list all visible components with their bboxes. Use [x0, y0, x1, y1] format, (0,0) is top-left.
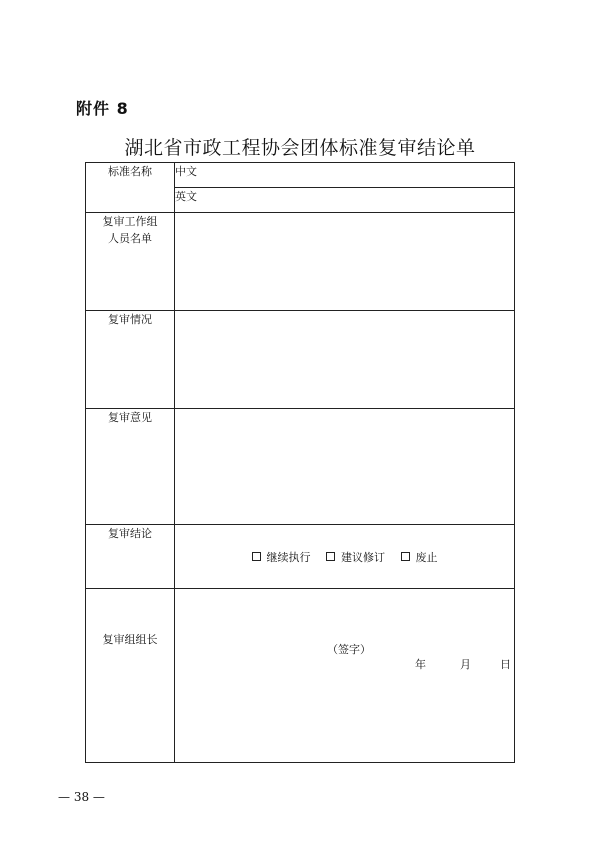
leader-label: 复审组组长: [86, 589, 175, 763]
date-year: 年: [415, 658, 426, 671]
members-label: [86, 213, 175, 311]
option-revise-label: 建议修订: [341, 550, 385, 564]
signature-hint: （签字）: [327, 643, 371, 656]
opinion-label: 复审意见: [86, 409, 175, 525]
date-day: 日: [500, 658, 511, 671]
page-number: — 38 —: [58, 790, 105, 804]
english-name-field[interactable]: [175, 188, 515, 213]
chinese-label: 中文: [175, 165, 197, 178]
page-title: 湖北省市政工程协会团体标准复审结论单: [124, 137, 476, 159]
review-conclusion-form: [85, 162, 515, 763]
opinion-field[interactable]: [175, 409, 515, 525]
option-continue[interactable]: [252, 549, 311, 565]
conclusion-options: [175, 525, 515, 589]
members-label-line2: 人员名单: [108, 232, 152, 245]
option-abolish-label: 废止: [415, 550, 438, 564]
date-line: [415, 656, 511, 672]
situation-field[interactable]: [175, 311, 515, 409]
members-field[interactable]: [175, 213, 515, 311]
attachment-label: 附件 8: [76, 99, 129, 118]
checkbox-icon[interactable]: [401, 552, 410, 561]
conclusion-label: 复审结论: [86, 525, 175, 589]
chinese-name-field[interactable]: [175, 163, 515, 188]
leader-field[interactable]: [175, 589, 515, 763]
date-month: 月: [460, 658, 471, 671]
checkbox-icon[interactable]: [326, 552, 335, 561]
checkbox-icon[interactable]: [252, 552, 261, 561]
option-abolish[interactable]: [401, 549, 438, 565]
english-label: 英文: [175, 190, 197, 203]
standard-name-label: 标准名称: [86, 163, 175, 213]
situation-label: 复审情况: [86, 311, 175, 409]
members-label-line1: 复审工作组: [102, 215, 158, 228]
option-revise[interactable]: [326, 549, 385, 565]
option-continue-label: 继续执行: [266, 550, 311, 564]
